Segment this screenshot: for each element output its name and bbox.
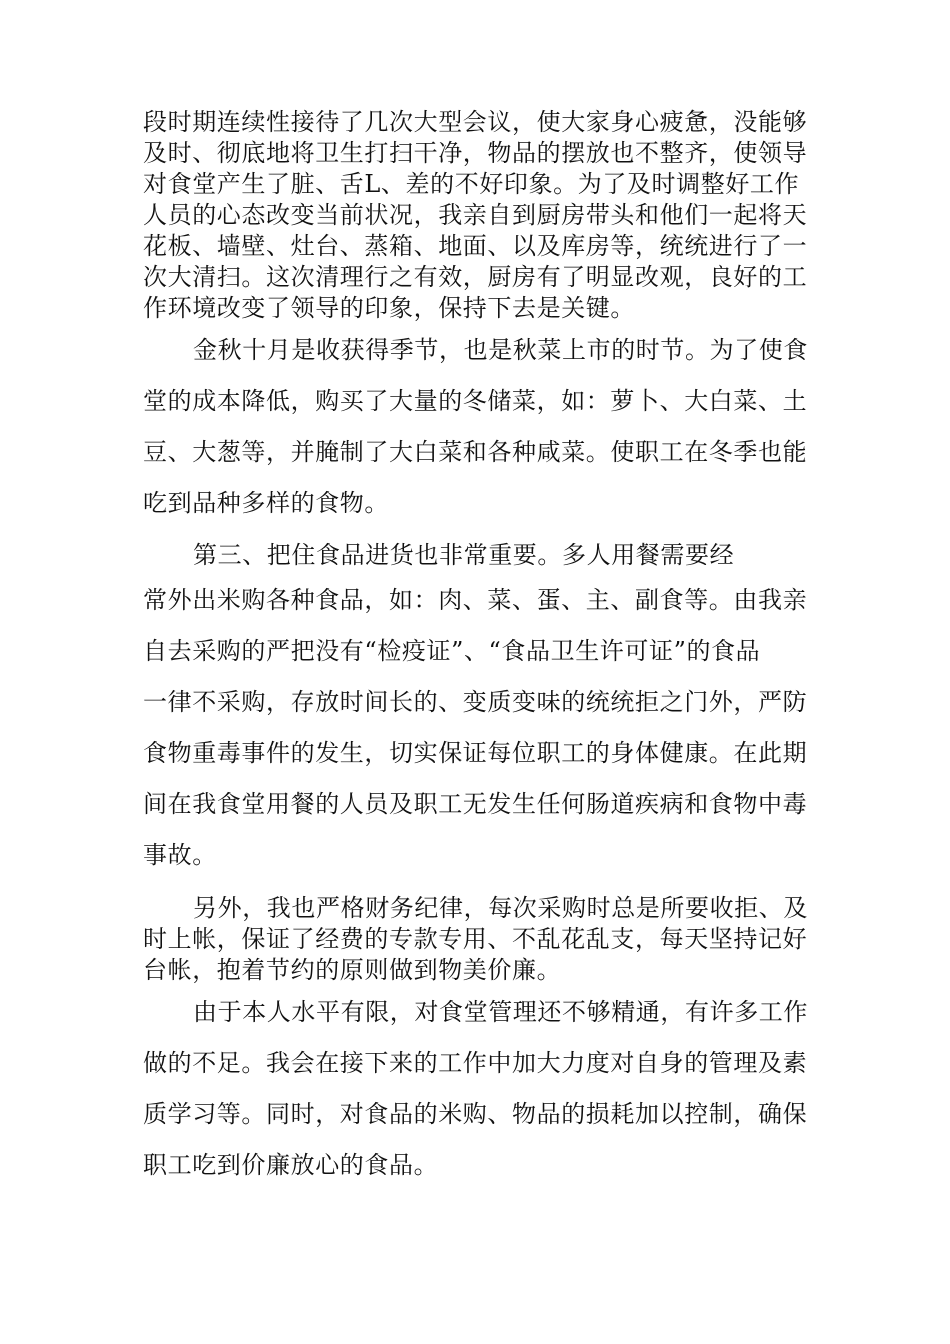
text-line: 食物重毒事件的发生，切实保证每位职工的身体健康。在此期 bbox=[143, 739, 808, 767]
text-line: 对食堂产生了脏、舌L、差的不好印象。为了及时调整好工作 bbox=[143, 170, 800, 198]
text-line: 人员的心态改变当前状况，我亲自到厨房带头和他们一起将天 bbox=[143, 201, 808, 229]
text-line: 吃到品种多样的食物。 bbox=[143, 489, 389, 517]
text-line: 质学习等。同时，对食品的米购、物品的损耗加以控制，确保 bbox=[143, 1100, 808, 1128]
text-line: 堂的成本降低，购买了大量的冬储菜，如：萝卜、大白菜、土 bbox=[143, 387, 808, 415]
text-line: 一律不采购，存放时间长的、变质变味的统统拒之门外，严防 bbox=[143, 688, 808, 716]
text-line: 另外，我也严格财务纪律，每次采购时总是所要收拒、及 bbox=[193, 894, 808, 922]
text-line: 间在我食堂用餐的人员及职工无发生任何肠道疾病和食物中毒 bbox=[143, 790, 808, 818]
text-line: 职工吃到价廉放心的食品。 bbox=[143, 1151, 439, 1179]
text-line: 做的不足。我会在接下来的工作中加大力度对自身的管理及素 bbox=[143, 1049, 808, 1077]
text-line: 作环境改变了领导的印象，保持下去是关键。 bbox=[143, 294, 635, 322]
text-line: 花板、墙壁、灶台、蒸箱、地面、以及库房等，统统进行了一 bbox=[143, 232, 808, 260]
text-line: 第三、把住食品进货也非常重要。多人用餐需要经 bbox=[193, 541, 735, 569]
text-line: 常外出米购各种食品，如：肉、菜、蛋、主、副食等。由我亲 bbox=[143, 586, 808, 614]
text-line: 豆、大葱等，并腌制了大白菜和各种咸菜。使职工在冬季也能 bbox=[143, 438, 808, 466]
text-line: 事故。 bbox=[143, 841, 217, 869]
text-line: 次大清扫。这次清理行之有效，厨房有了明显改观，良好的工 bbox=[143, 263, 808, 291]
text-line: 时上帐，保证了经费的专款专用、不乱花乱支，每天坚持记好 bbox=[143, 925, 808, 953]
text-line: 由于本人水平有限，对食堂管理还不够精通，有许多工作 bbox=[193, 998, 808, 1026]
text-line: 台帐，抱着节约的原则做到物美价廉。 bbox=[143, 956, 562, 984]
text-line: 及时、彻底地将卫生打扫干净，物品的摆放也不整齐，使领导 bbox=[143, 139, 808, 167]
text-line: 金秋十月是收获得季节，也是秋菜上市的时节。为了使食 bbox=[193, 336, 808, 364]
text-line: 自去采购的严把没有“检疫证”、“食品卫生许可证”的食品 bbox=[143, 637, 761, 665]
text-line: 段时期连续性接待了几次大型会议，使大家身心疲惫，没能够 bbox=[143, 108, 808, 136]
